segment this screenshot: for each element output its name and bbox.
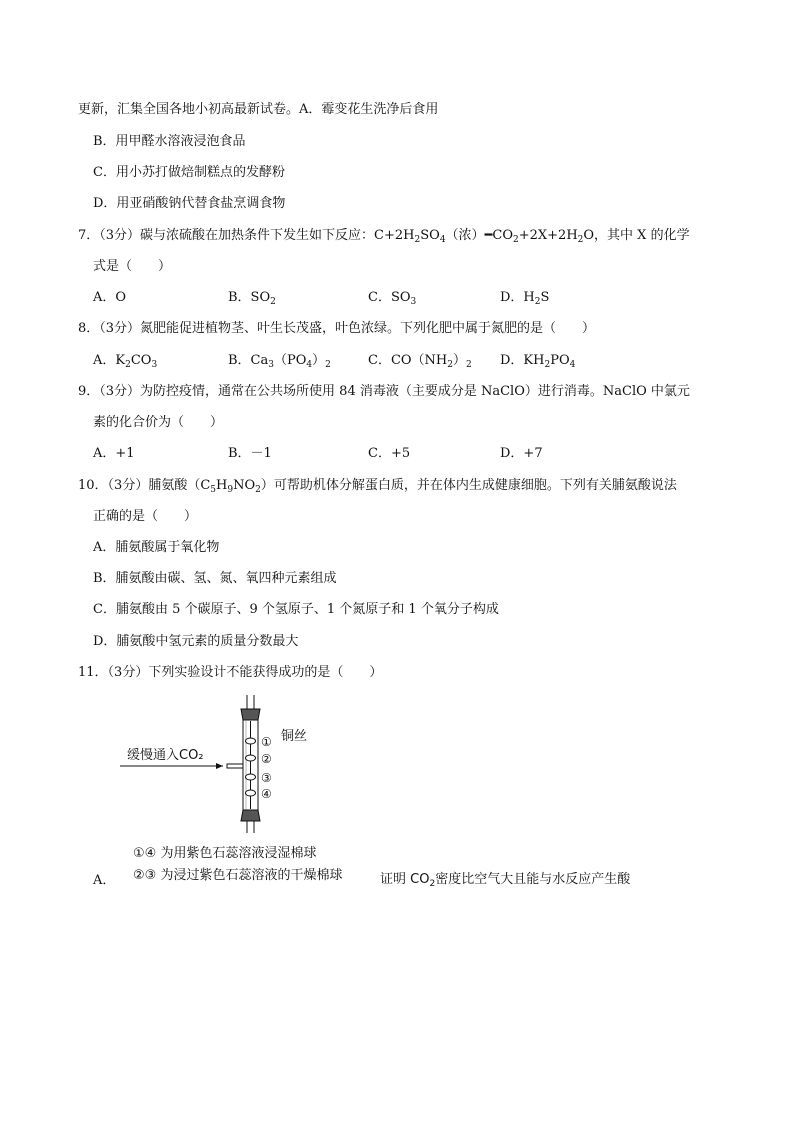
conclusion-text: 证明 CO <box>380 872 430 887</box>
q10-option-a: A．脯氨酸属于氧化物 <box>93 540 220 555</box>
arrow-head-icon <box>216 763 223 769</box>
q9-number: 9．（3分） <box>78 384 141 399</box>
diagram-note-2: ②③ 为浸过紫色石蕊溶液的干燥棉球 <box>133 868 343 883</box>
q10-option-d: D．脯氨酸中氢元素的质量分数最大 <box>93 634 299 649</box>
option-text: D．KH <box>500 353 545 368</box>
option-sub: 4 <box>569 360 576 370</box>
q11-option-a-conclusion <box>380 871 630 889</box>
option-sub: 3 <box>268 360 274 370</box>
top-stopper <box>241 709 260 720</box>
q10-option-c: C．脯氨酸由 5 个碳原子、9 个氢原子、1 个氮原子和 1 个氧分子构成 <box>93 602 499 617</box>
option-sub: 2 <box>125 360 131 370</box>
q8-number: 8．（3分） <box>78 321 141 336</box>
q7-text: （浓） <box>445 228 485 243</box>
q7-option-d <box>500 289 549 307</box>
q7-text: +2X+2H <box>518 228 578 243</box>
option-text: C．CO（NH <box>368 353 448 368</box>
q7-sub: 4 <box>439 235 446 245</box>
option-text: CO <box>130 353 152 368</box>
q7-text: CO <box>492 228 513 243</box>
q10-stem-line2: 正确的是（ ） <box>93 509 198 524</box>
header-line <box>78 101 438 119</box>
q9-option-d: D．+7 <box>500 446 543 461</box>
option-text: A．K <box>93 353 126 368</box>
q9-stem-line2: 素的化合价为（ ） <box>93 415 224 430</box>
q10-number: 10．（3分） <box>78 478 149 493</box>
option-sub: 2 <box>270 297 276 307</box>
q7-sub: 2 <box>513 235 519 245</box>
q7-number: 7．（3分） <box>78 228 141 243</box>
q7-text: SO <box>420 228 440 243</box>
q9-text: 为防控疫情，通常在公共场所使用 84 消毒液（主要成分是 NaClO）进行消毒。NaClO 中氯元 <box>140 384 690 399</box>
ball-label-4: ④ <box>261 787 272 801</box>
conclusion-text: 密度比空气大且能与水反应产生酸 <box>435 872 631 887</box>
q7-stem-line2: 式是（ ） <box>93 259 172 274</box>
q9-option-b: B．－1 <box>228 446 272 461</box>
q9-option-a: A．+1 <box>93 446 135 461</box>
wire-label: 铜丝 <box>281 729 308 744</box>
q9-stem <box>78 383 690 401</box>
option-text: ） <box>453 353 467 368</box>
q8-text: 氮肥能促进植物茎、叶生长茂盛，叶色浓绿。下列化肥中属于氮肥的是（ ） <box>140 321 596 336</box>
option-sub: 2 <box>544 360 551 370</box>
cotton-ball-2 <box>246 755 256 761</box>
q10-sub: 5 <box>210 485 217 495</box>
q7-text: 碳与浓硫酸在加热条件下发生如下反应：C+2H <box>140 228 415 243</box>
option-text: B．Ca <box>228 353 269 368</box>
q9-option-c: C．+5 <box>368 446 411 461</box>
q7-option-a <box>93 289 126 307</box>
q10-option-b: B．脯氨酸由碳、氢、氮、氧四种元素组成 <box>93 571 337 586</box>
option-sub: 3 <box>410 297 417 307</box>
q7-option-c <box>368 289 416 307</box>
q11-experiment-diagram <box>115 693 415 833</box>
q6-option-b: B．用甲醛水溶液浸泡食品 <box>93 134 246 149</box>
q11-option-a-label: A． <box>93 873 116 888</box>
ball-label-3: ③ <box>261 771 272 785</box>
option-sub: 2 <box>325 360 331 370</box>
q8-option-b <box>228 352 331 370</box>
option-sub: 2 <box>534 297 541 307</box>
q7-text: O，其中 X 的化学 <box>583 228 690 243</box>
q10-text: ）可帮助机体分解蛋白质，并在体内生成健康细胞。下列有关脯氨酸说法 <box>260 478 677 493</box>
option-sub: 3 <box>151 360 158 370</box>
q10-sub: 2 <box>255 485 261 495</box>
q8-stem <box>78 320 595 338</box>
q10-text: NO <box>233 478 256 493</box>
side-inlet <box>227 764 243 768</box>
ball-label-2: ② <box>261 752 272 766</box>
cotton-ball-4 <box>246 790 256 796</box>
q8-option-c <box>368 352 472 370</box>
bottom-stopper <box>241 810 260 821</box>
cotton-ball-1 <box>246 738 256 744</box>
q10-text: 脯氨酸（C <box>148 478 211 493</box>
q8-option-a <box>93 352 157 370</box>
option-text: PO <box>550 353 570 368</box>
ball-label-1: ① <box>261 735 272 749</box>
q8-option-d <box>500 352 575 370</box>
option-text: A．O <box>93 290 127 305</box>
q7-sub: 2 <box>414 235 421 245</box>
q11-number: 11．（3分） <box>78 665 149 680</box>
cotton-ball-3 <box>246 774 256 780</box>
diagram-note-1: ①④ 为用紫色石蕊溶液浸湿棉球 <box>133 846 317 861</box>
q6-option-d: D．用亚硝酸钠代替食盐烹调食物 <box>93 196 286 211</box>
q10-sub: 9 <box>227 485 234 495</box>
q7-sub: 2 <box>577 235 584 245</box>
q11-stem <box>78 664 382 682</box>
q7-stem <box>78 227 690 245</box>
option-sub: 4 <box>306 360 313 370</box>
option-text: ） <box>312 353 326 368</box>
q6-option-c: C．用小苏打做焙制糕点的发酵粉 <box>93 165 285 180</box>
q6-option-a: A．霉变花生洗净后食用 <box>299 102 439 117</box>
header-prefix: 更新，汇集全国各地小初高最新试卷。 <box>78 102 300 117</box>
q7-option-b <box>228 289 276 307</box>
option-text: D．H <box>500 290 535 305</box>
option-text: C．SO <box>368 290 411 305</box>
q7-reaction-arrow: ━ <box>484 228 493 243</box>
option-sub: 2 <box>466 360 472 370</box>
inlet-label: 缓慢通入CO₂ <box>127 748 204 763</box>
option-text: （PO <box>274 353 307 368</box>
q10-stem <box>78 477 677 495</box>
option-sub: 2 <box>447 360 453 370</box>
option-text: B．SO <box>228 290 271 305</box>
q10-text: H <box>216 478 228 493</box>
q11-text: 下列实验设计不能获得成功的是（ ） <box>148 665 383 680</box>
option-text: S <box>540 290 550 305</box>
conclusion-sub: 2 <box>429 879 436 889</box>
